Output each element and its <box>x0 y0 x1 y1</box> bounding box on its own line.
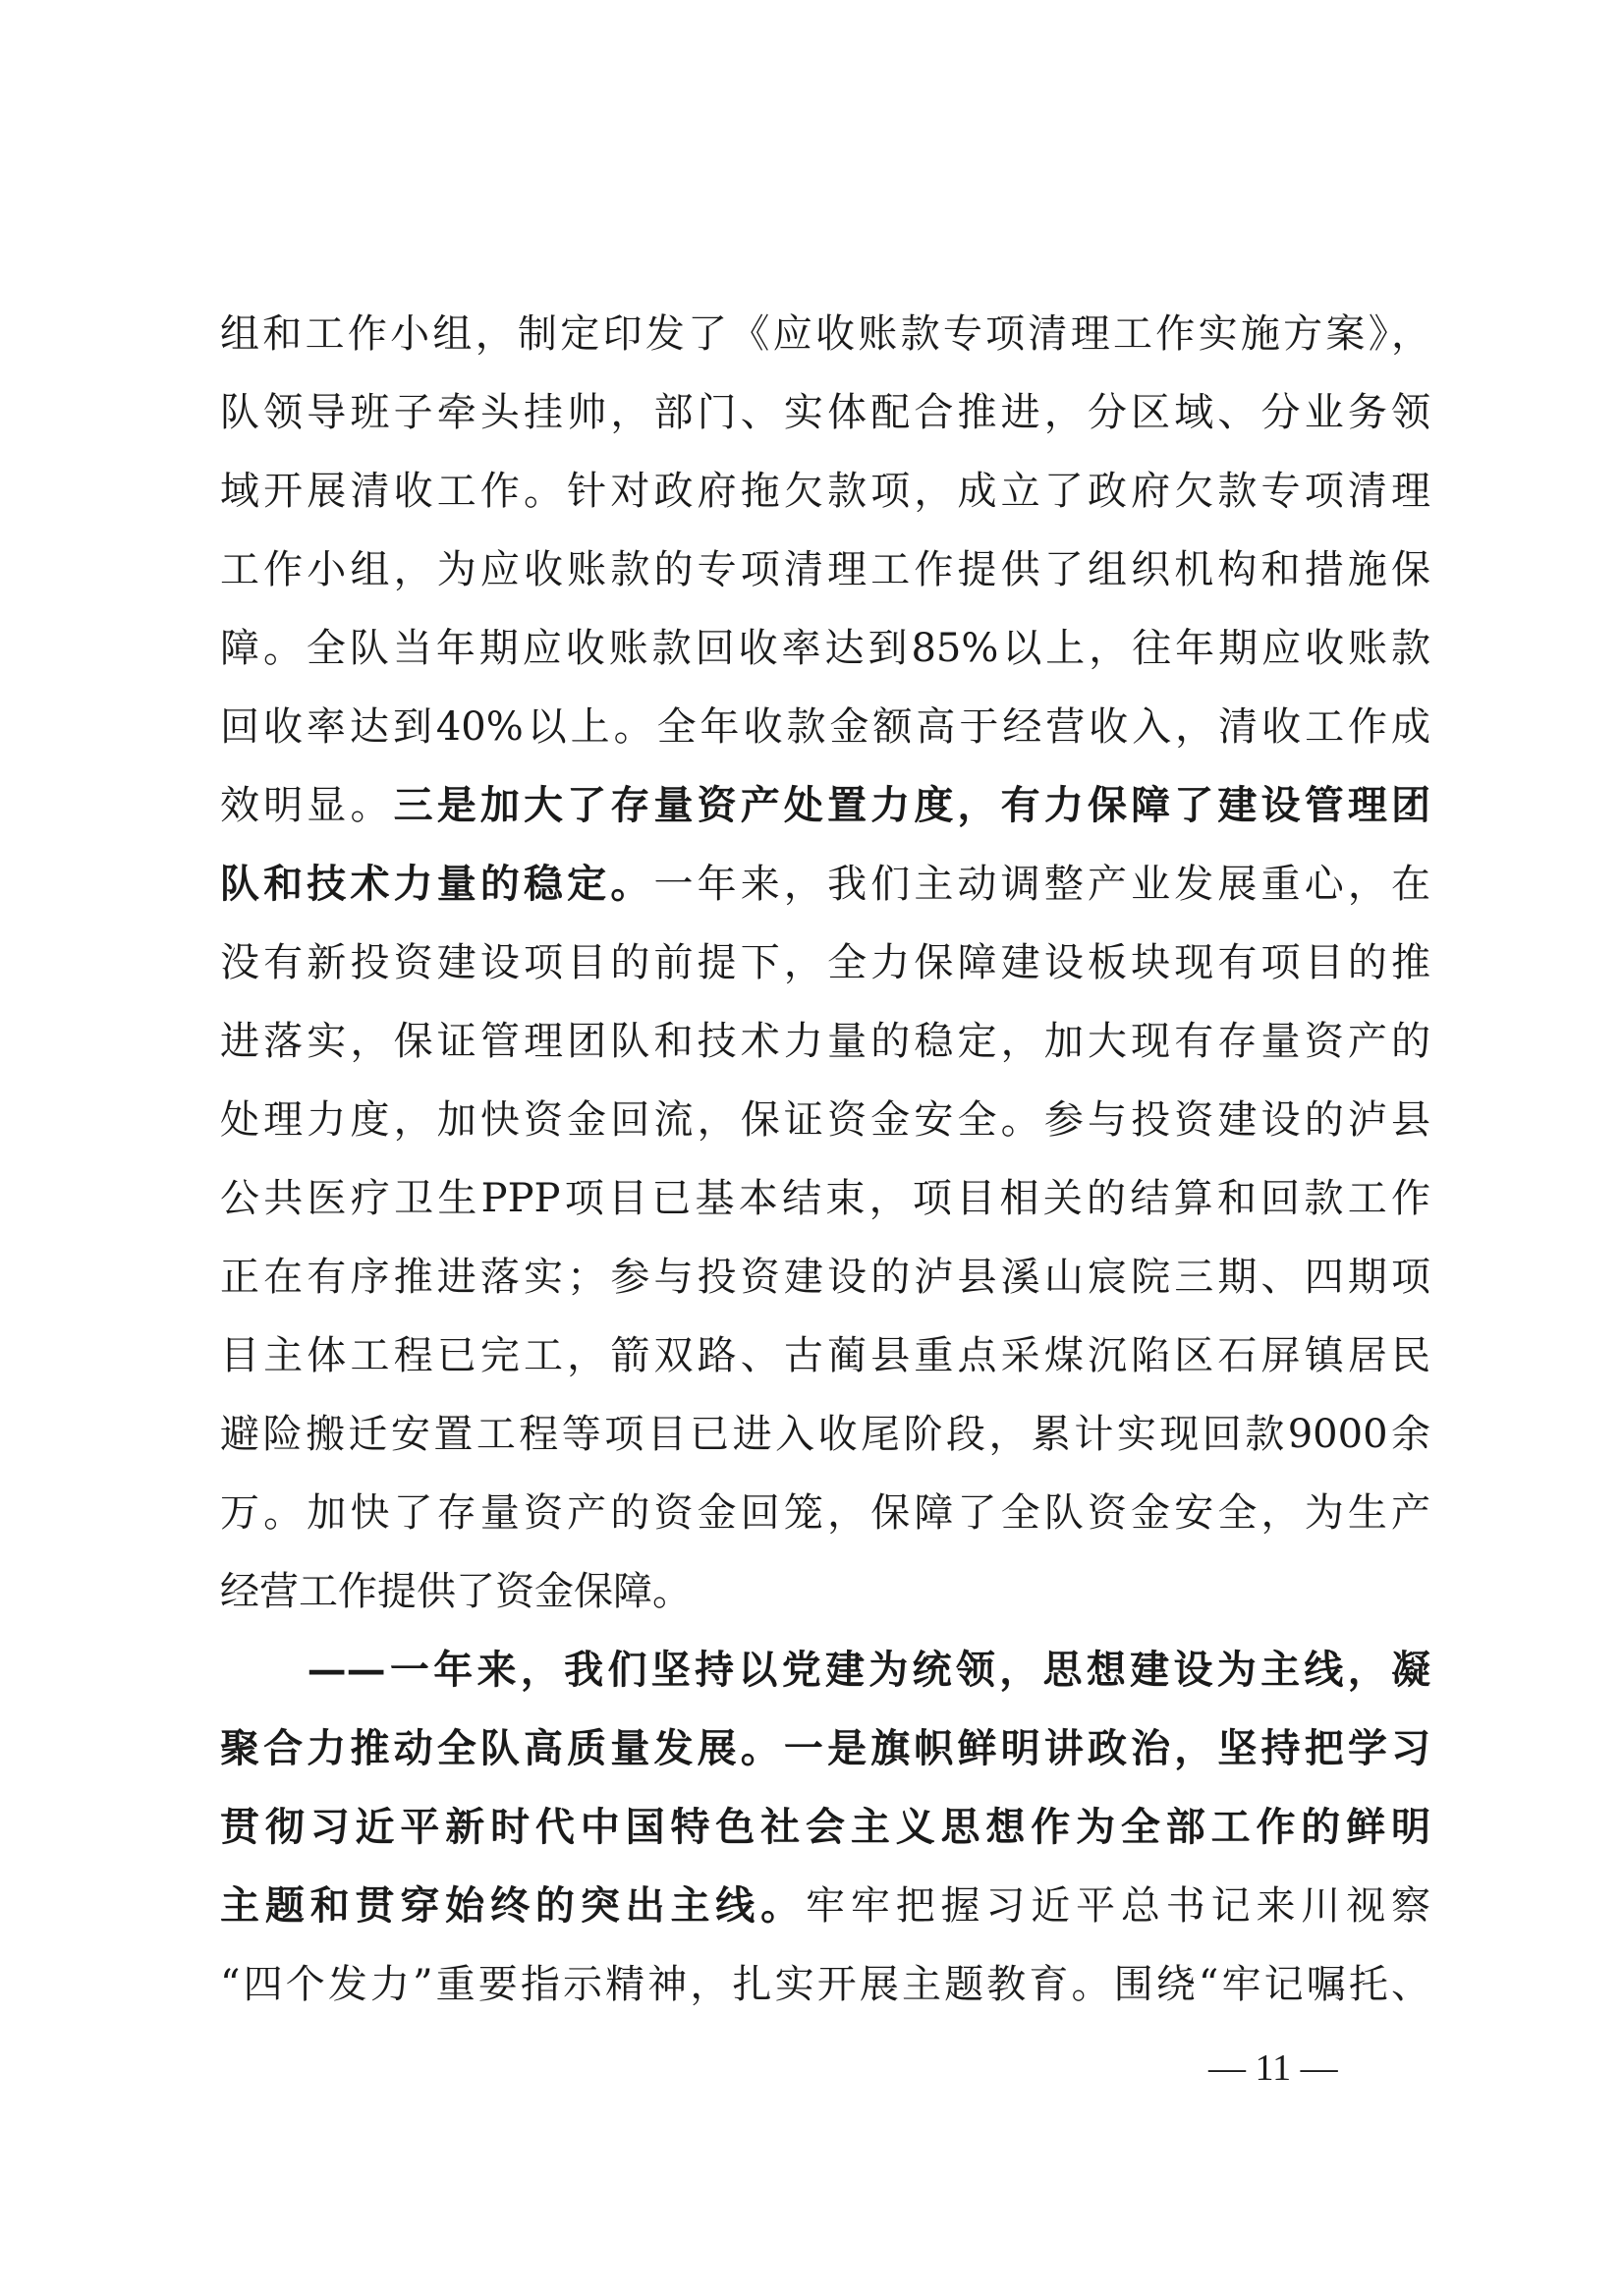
bold-text-run: ——一年来，我们坚持以党建为统领，思想建设为主线，凝 <box>220 1647 1430 1693</box>
text-run: 工作小组，为应收账款的专项清理工作提供了组织机构和措施保 <box>220 547 1430 592</box>
text-run: 处理力度，加快资金回流，保证资金安全。参与投资建设的泸县 <box>220 1097 1430 1143</box>
text-line <box>220 688 1430 766</box>
bold-text-run: 队和技术力量的稳定。 <box>220 861 654 907</box>
text-line <box>220 531 1430 609</box>
text-run: 组和工作小组，制定印发了《应收账款专项清理工作实施方案》， <box>220 311 1430 357</box>
text-line <box>220 1631 1430 1709</box>
text-run: 障。全队当年期应收账款回收率达到85%以上，往年期应收账款 <box>220 626 1430 671</box>
text-line <box>220 924 1430 1002</box>
text-run: 回收率达到40%以上。全年收款金额高于经营收入，清收工作成 <box>220 704 1430 750</box>
bold-text-run: 三是加大了存量资产处置力度，有力保障了建设管理团 <box>393 782 1431 828</box>
bold-text-run: 主题和贯穿始终的突出主线。 <box>220 1882 806 1929</box>
text-run: 一年来，我们主动调整产业发展重心，在 <box>653 862 1431 907</box>
text-line <box>220 452 1430 531</box>
text-line <box>220 295 1430 373</box>
text-run: 正在有序推进落实；参与投资建设的泸县溪山宸院三期、四期项 <box>220 1255 1430 1300</box>
bold-text-run: 贯彻习近平新时代中国特色社会主义思想作为全部工作的鲜明 <box>220 1804 1430 1850</box>
page-number: — 11 — <box>1208 2047 1338 2089</box>
text-run: 目主体工程已完工，箭双路、古蔺县重点采煤沉陷区石屏镇居民 <box>220 1333 1430 1378</box>
text-line <box>220 1002 1430 1081</box>
text-line <box>220 766 1430 845</box>
text-line <box>220 1867 1430 1945</box>
text-run: “四个发力”重要指示精神，扎实开展主题教育。围绕“牢记嘱托、 <box>220 1962 1430 2007</box>
text-line <box>220 1238 1430 1316</box>
bold-text-run: 聚合力推动全队高质量发展。一是旗帜鲜明讲政治，坚持把学习 <box>220 1725 1430 1771</box>
text-line <box>220 1945 1430 2024</box>
text-line <box>220 1474 1430 1552</box>
text-run: 没有新投资建设项目的前提下，全力保障建设板块现有项目的推 <box>220 940 1430 985</box>
text-line <box>220 1709 1430 1788</box>
text-run: 效明显。 <box>220 783 394 828</box>
text-line <box>220 1395 1430 1474</box>
text-line <box>220 373 1430 452</box>
text-line <box>220 609 1430 688</box>
body-text <box>220 295 1430 2024</box>
text-run: 牢牢把握习近平总书记来川视察 <box>806 1883 1430 1929</box>
text-line <box>220 1788 1430 1867</box>
text-run: 公共医疗卫生PPP项目已基本结束，项目相关的结算和回款工作 <box>220 1176 1430 1221</box>
text-run: 进落实，保证管理团队和技术力量的稳定，加大现有存量资产的 <box>220 1019 1430 1064</box>
text-line <box>220 1316 1430 1395</box>
text-run: 域开展清收工作。针对政府拖欠款项，成立了政府欠款专项清理 <box>220 469 1430 514</box>
text-line <box>220 1081 1430 1159</box>
text-line <box>220 1159 1430 1238</box>
text-run: 万。加快了存量资产的资金回笼，保障了全队资金安全，为生产 <box>220 1490 1430 1536</box>
text-run: 避险搬迁安置工程等项目已进入收尾阶段，累计实现回款9000余 <box>220 1412 1430 1457</box>
text-line <box>220 845 1430 924</box>
text-line <box>220 1552 1430 1631</box>
text-run: 经营工作提供了资金保障。 <box>220 1569 692 1614</box>
text-run: 队领导班子牵头挂帅，部门、实体配合推进，分区域、分业务领 <box>220 390 1430 435</box>
